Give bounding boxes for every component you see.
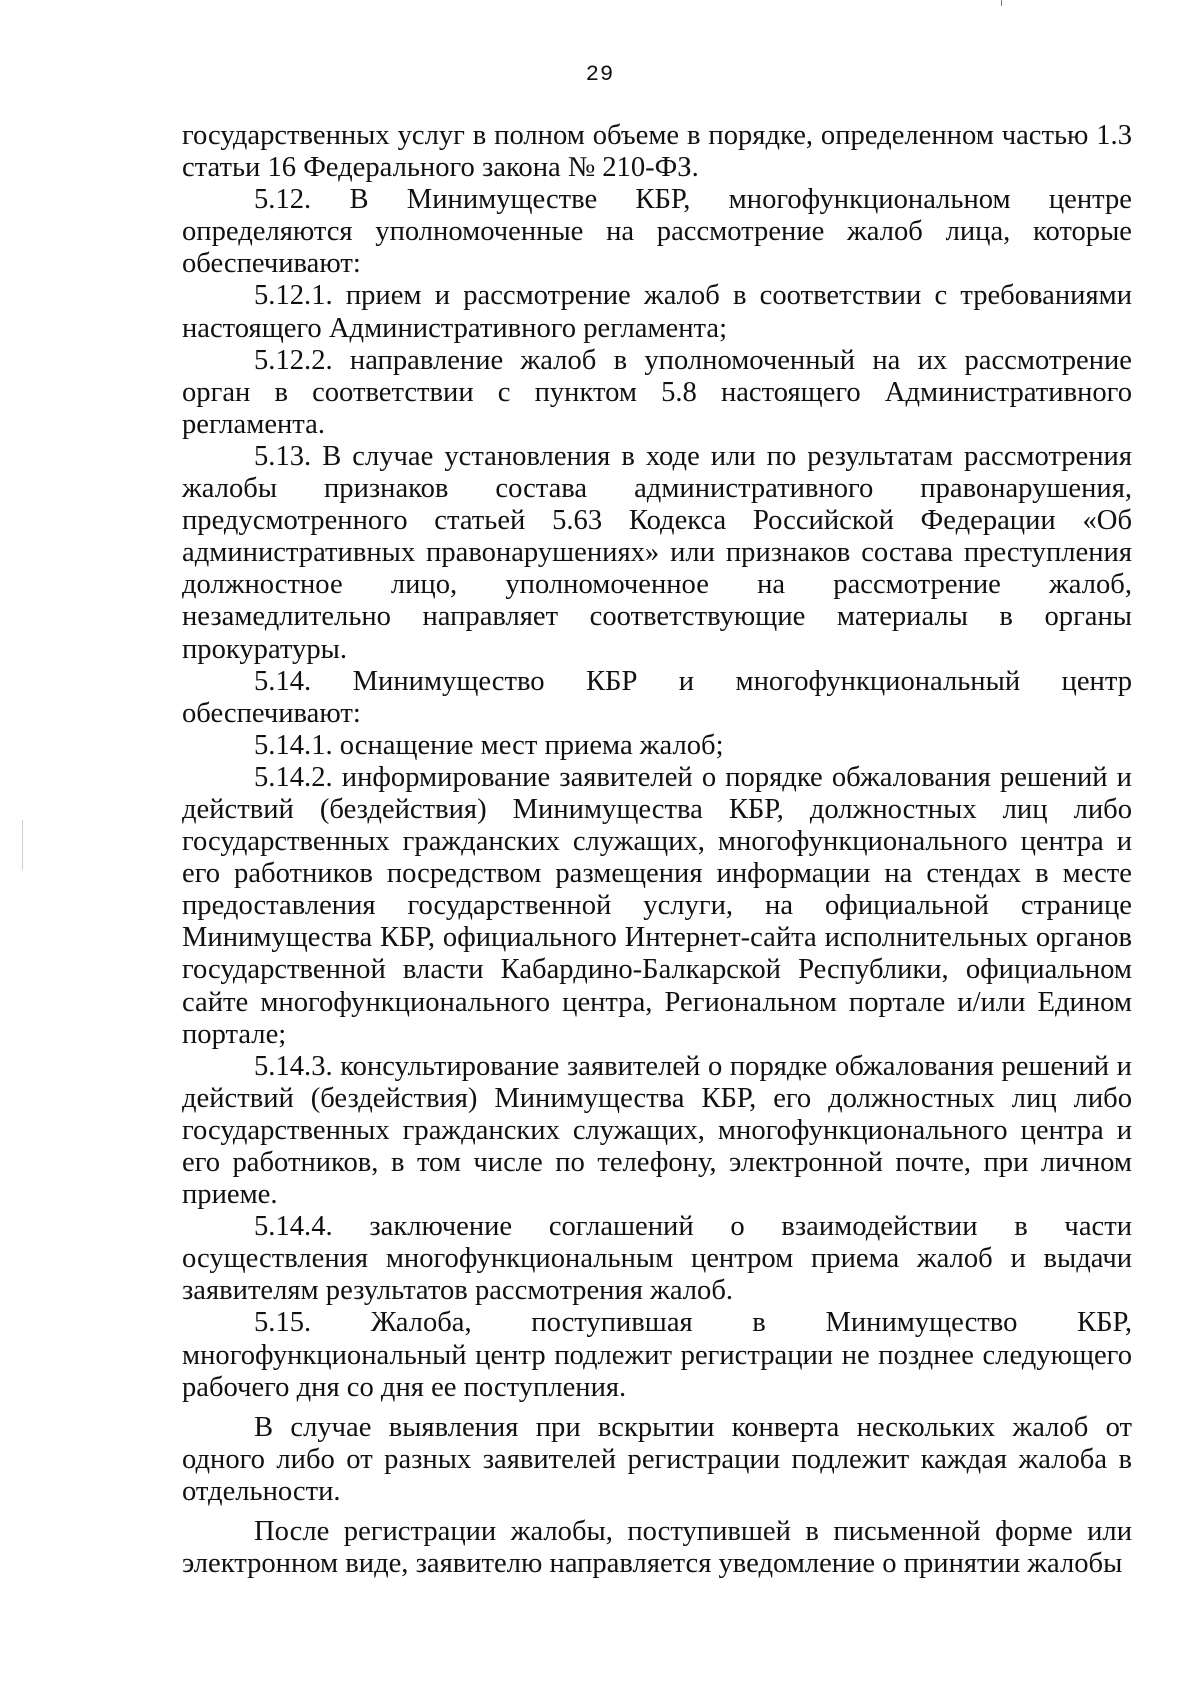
paragraph-5-14-3: 5.14.3. консультирование заявителей о порядке обжалования решений и действий (бездействия) Минимущества КБР, его должностных лиц либо государственных гражданских служащих, многофункционального центра и его работников, в том числе по телефону, электронной почте, при личном приеме. [182, 1050, 1132, 1211]
paragraph-5-12-1: 5.12.1. прием и рассмотрение жалоб в соответствии с требованиями настоящего Административного регламента; [182, 280, 1132, 344]
paragraph-5-15: 5.15. Жалоба, поступившая в Минимущество КБР, многофункциональный центр подлежит регистрации не позднее следующего рабочего дня со дня ее поступления. [182, 1307, 1132, 1403]
paragraph-5-12: 5.12. В Минимуществе КБР, многофункциональном центре определяются уполномоченные на рассмотрение жалоб лица, которые обеспечивают: [182, 184, 1132, 280]
paragraph-multiple-complaints: В случае выявления при вскрытии конверта нескольких жалоб от одного либо от разных заявителей регистрации подлежит каждая жалоба в отдельности. [182, 1411, 1132, 1507]
scan-edge-mark [1001, 0, 1002, 6]
page-number: 29 [585, 62, 615, 87]
document-body [182, 120, 1132, 1580]
paragraph-5-14: 5.14. Минимущество КБР и многофункциональный центр обеспечивают: [182, 665, 1132, 729]
paragraph-after-registration: После регистрации жалобы, поступившей в письменной форме или электронном виде, заявителю направляется уведомление о принятии жалобы [182, 1516, 1132, 1580]
paragraph-5-12-2: 5.12.2. направление жалоб в уполномоченный на их рассмотрение орган в соответствии с пунктом 5.8 настоящего Административного регламента. [182, 344, 1132, 440]
paragraph-continuation: государственных услуг в полном объеме в порядке, определенном частью 1.3 статьи 16 Федерального закона № 210-ФЗ. [182, 120, 1132, 184]
paragraph-5-14-4: 5.14.4. заключение соглашений о взаимодействии в части осуществления многофункциональным центром приема жалоб и выдачи заявителям результатов рассмотрения жалоб. [182, 1211, 1132, 1307]
paragraph-5-13: 5.13. В случае установления в ходе или по результатам рассмотрения жалобы признаков состава административного правонарушения, предусмотренного статьей 5.63 Кодекса Российской Федерации «Об административных правонарушениях» или признаков состава преступления должностное лицо, уполномоченное на рассмотрение жалоб, незамедлительно направляет соответствующие материалы в органы прокуратуры. [182, 440, 1132, 665]
scan-margin-speck [22, 820, 23, 870]
paragraph-5-14-1: 5.14.1. оснащение мест приема жалоб; [254, 729, 724, 761]
paragraph-5-14-2: 5.14.2. информирование заявителей о порядке обжалования решений и действий (бездействия) Минимущества КБР, должностных лиц либо государственных гражданских служащих, многофункционального центра и его работников посредством размещения информации на стендах в месте предоставления государственной услуги, на официальной странице Минимущества КБР, официального Интернет-сайта исполнительных органов государственной власти Кабардино-Балкарской Республики, официальном сайте многофункционального центра, Региональном портале и/или Едином портале; [182, 761, 1132, 1050]
